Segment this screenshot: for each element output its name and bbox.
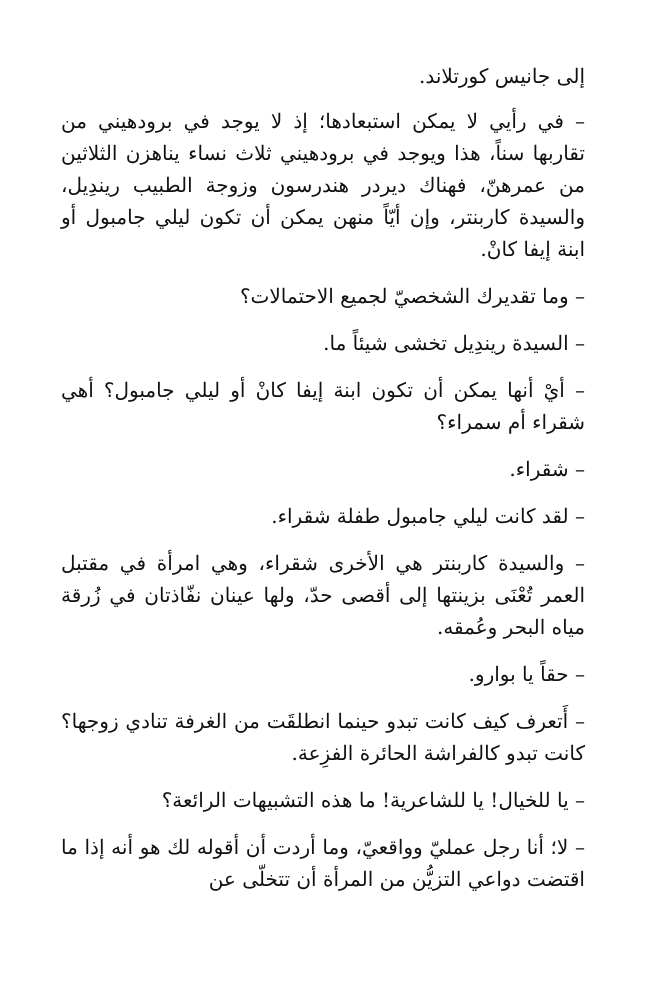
paragraph-9: – حقاً يا بوارو.: [468, 662, 585, 686]
paragraph-2: – في رأيي لا يمكن استبعادها؛ إذ لا يوجد في برودهيني من تقاربها سناً، هذا ويوجد في برودهيني ثلاث نساء يناهزن الثلاثين من عمرهنّ، فهناك ديردر هندرسون وزوجة الطبيب ريندِيل، والسيدة كاربنتر، وإن أيّاً منهن يمكن أن تكون ليلي جامبول أو ابنة إيفا كانْ.: [61, 109, 585, 261]
paragraph-12: – لا؛ أنا رجل عمليّ وواقعيّ، وما أردت أن أقوله لك هو أنه إذا ما اقتضت دواعي التزيُّن من المرأة أن تتخلّى عن: [61, 835, 585, 891]
paragraph-5: – أيْ أنها يمكن أن تكون ابنة إيفا كانْ أو ليلي جامبول؟ أهي شقراء أم سمراء؟: [61, 378, 585, 434]
paragraph-8: – والسيدة كاربنتر هي الأخرى شقراء، وهي امرأة في مقتبل العمر تُعْنَى بزينتها إلى أقصى حدّ، ولها عينان نفّاذتان في زُرقة مياه البحر وعُمقه.: [61, 551, 585, 639]
paragraph-11: – يا للخيال! يا للشاعرية! ما هذه التشبيهات الرائعة؟: [161, 788, 585, 812]
paragraph-7: – لقد كانت ليلي جامبول طفلة شقراء.: [271, 504, 585, 528]
paragraph-10: – أَتعرف كيف كانت تبدو حينما انطلقَت من الغرفة تنادي زوجها؟ كانت تبدو كالفراشة الحائرة الفزِعة.: [61, 709, 585, 765]
paragraph-4: – السيدة ريندِيل تخشى شيئاً ما.: [323, 331, 585, 355]
book-page: [61, 60, 585, 910]
paragraph-6: – شقراء.: [509, 457, 585, 481]
paragraph-1: إلى جانيس كورتلاند.: [418, 64, 585, 88]
paragraph-3: – وما تقديرك الشخصيّ لجميع الاحتمالات؟: [239, 284, 585, 308]
